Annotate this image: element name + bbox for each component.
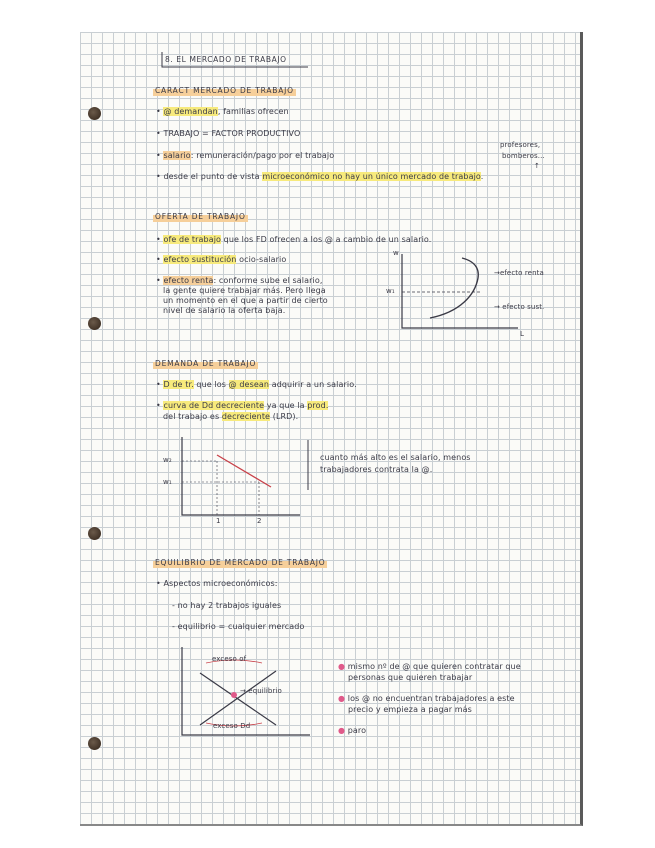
legend-item-1-line-1: ● mismo nº de @ que quieren contratar que — [338, 662, 521, 671]
punch-hole — [88, 527, 101, 540]
side-note-line-1: profesores, — [500, 141, 541, 149]
punch-hole — [88, 107, 101, 120]
equilibrio-bullet-1: • Aspectos microeconómicos: — [156, 579, 278, 588]
label-efecto-renta: →efecto renta — [494, 269, 544, 277]
demand-graph-w1-label: w₁ — [163, 478, 172, 486]
demand-note-line-1: cuanto más alto es el salario, menos — [320, 453, 471, 462]
label-equilibrio: → equilibrio — [240, 687, 282, 695]
caract-bullet-4: • desde el punto de vista microeconómico no hay un único mercado de trabajo. — [156, 172, 484, 181]
backward-bending-supply-curve — [430, 258, 478, 318]
section-heading-caract: CARACT MERCADO DE TRABAJO — [155, 86, 294, 95]
demanda-bullet-1: • D de tr. que los @ desean adquirir a un salario. — [156, 380, 357, 389]
section-heading-equilibrio: EQUILIBRIO DE MERCADO DE TRABAJO — [155, 558, 326, 567]
demand-graph-x2-label: 2 — [257, 517, 262, 525]
demand-graph-w2-label: w₂ — [163, 456, 172, 464]
oferta-bullet-2: • efecto sustitución ocio-salario — [156, 255, 287, 264]
equilibrio-bullet-3: - equilibrio = cualquier mercado — [172, 622, 305, 631]
demanda-bullet-2-line-1: • curva de Dd decreciente ya que la prod. — [156, 401, 329, 410]
legend-item-2-line-1: ● los @ no encuentran trabajadores a este — [338, 694, 515, 703]
punch-hole — [88, 737, 101, 750]
label-efecto-sust: → efecto sust. — [494, 303, 545, 311]
supply-graph-w1-label: w₁ — [386, 287, 395, 295]
label-exceso-dd: exceso Dd — [213, 722, 251, 730]
side-note-line-2: bomberos... — [502, 152, 545, 160]
supply-graph-w-label: w — [393, 249, 399, 257]
oferta-bullet-3-line-4: nivel de salario la oferta baja. — [163, 306, 286, 315]
labor-supply-graph — [390, 250, 550, 340]
oferta-bullet-3-line-3: un momento en el que a partir de cierto — [163, 296, 328, 305]
demand-graph-x1-label: 1 — [216, 517, 221, 525]
oferta-bullet-1: • ofe de trabajo que los FD ofrecen a los @ a cambio de un salario. — [156, 235, 432, 244]
equilibrium-point — [231, 692, 237, 698]
pink-dot-icon: ● — [338, 694, 346, 703]
caract-bullet-2: • TRABAJO = FACTOR PRODUCTIVO — [156, 129, 301, 138]
punch-hole — [88, 317, 101, 330]
supply-graph-axes — [402, 254, 518, 328]
side-note-arrow: ↑ — [534, 162, 540, 170]
caract-bullet-1: • @ demandan, familias ofrecen — [156, 107, 289, 116]
legend-item-1-line-2: personas que quieren trabajar — [348, 673, 473, 682]
equilibrio-bullet-2: - no hay 2 trabajos iguales — [172, 601, 282, 610]
demand-graph-axes — [182, 437, 300, 515]
supply-graph-l-label: L — [520, 330, 524, 338]
labor-demand-graph — [175, 435, 305, 525]
legend-item-3: ● paro — [338, 726, 367, 735]
pink-dot-icon: ● — [338, 662, 346, 671]
demanda-bullet-2-line-2: del trabajo es decreciente (LRD). — [163, 412, 299, 421]
demand-note-divider — [306, 440, 312, 490]
label-exceso-of: exceso of — [212, 655, 247, 663]
caract-bullet-3: • salario: remuneración/pago por el trabajo — [156, 151, 335, 160]
demand-note-line-2: trabajadores contrata la @. — [320, 465, 433, 474]
section-heading-oferta: OFERTA DE TRABAJO — [155, 212, 246, 221]
section-heading-demanda: DEMANDA DE TRABAJO — [155, 359, 257, 368]
pink-dot-icon: ● — [338, 726, 346, 735]
oferta-bullet-3-line-2: la gente quiere trabajar más. Pero llega — [163, 286, 326, 295]
page-title: 8. EL MERCADO DE TRABAJO — [165, 55, 287, 64]
legend-item-2-line-2: precio y empieza a pagar más — [348, 705, 472, 714]
oferta-bullet-3-line-1: • efecto renta: conforme sube el salario, — [156, 276, 323, 285]
